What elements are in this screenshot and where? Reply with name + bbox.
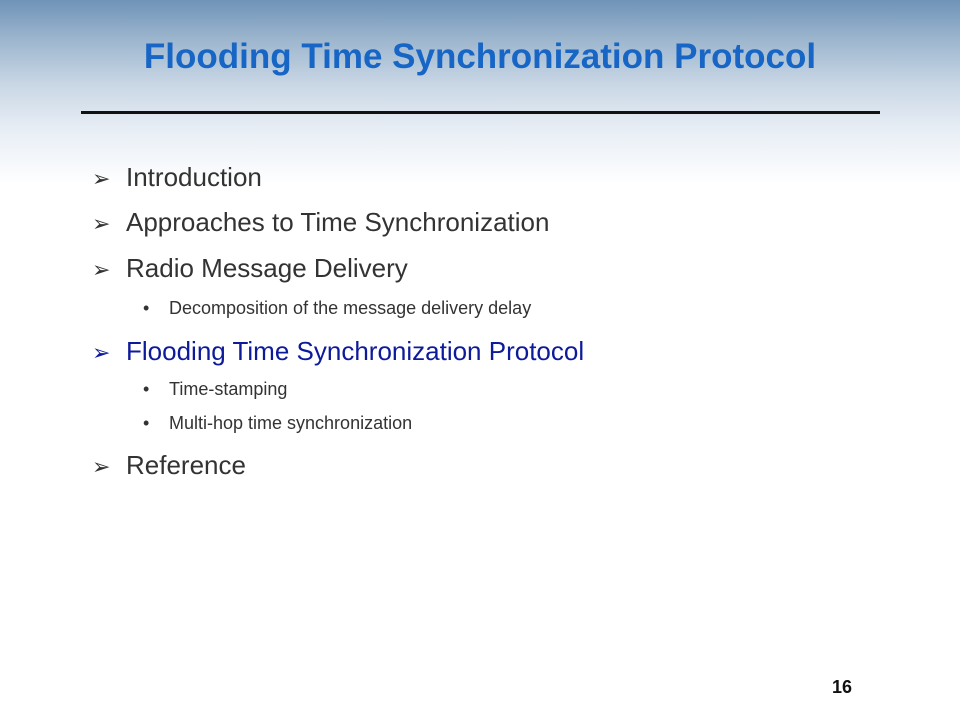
- outline-item-label: Reference: [126, 450, 246, 480]
- dot-bullet-icon: •: [143, 298, 150, 318]
- outline-subitem-label: Time-stamping: [169, 379, 288, 399]
- outline-item-radio-message-delivery: [92, 253, 408, 286]
- dot-bullet-icon: •: [143, 413, 150, 433]
- outline-item-reference: [92, 450, 246, 483]
- arrowhead-bullet-icon: ➢: [92, 455, 111, 480]
- outline-item-label: Radio Message Delivery: [126, 253, 408, 283]
- outline-item-introduction: [92, 162, 262, 195]
- outline-item-label: Approaches to Time Synchronization: [126, 207, 550, 237]
- arrowhead-bullet-icon: ➢: [92, 341, 111, 366]
- outline-item-approaches: [92, 207, 549, 240]
- arrowhead-bullet-icon: ➢: [92, 167, 111, 192]
- slide-title: Flooding Time Synchronization Protocol: [143, 37, 817, 76]
- outline-item-label: Flooding Time Synchronization Protocol: [126, 336, 585, 366]
- arrowhead-bullet-icon: ➢: [92, 258, 111, 283]
- dot-bullet-icon: •: [143, 379, 150, 399]
- outline-subitem-label: Multi-hop time synchronization: [169, 413, 413, 433]
- outline-subitem-label: Decomposition of the message delivery delay: [169, 298, 532, 318]
- outline-subitem-multi-hop: [143, 412, 412, 434]
- arrowhead-bullet-icon: ➢: [92, 212, 111, 237]
- outline-subitem-time-stamping: [143, 378, 287, 400]
- outline-item-label: Introduction: [126, 162, 262, 192]
- outline-subitem-decomposition: [143, 297, 531, 319]
- page-number: 16: [831, 677, 853, 697]
- outline-item-ftsp-current: [92, 336, 584, 369]
